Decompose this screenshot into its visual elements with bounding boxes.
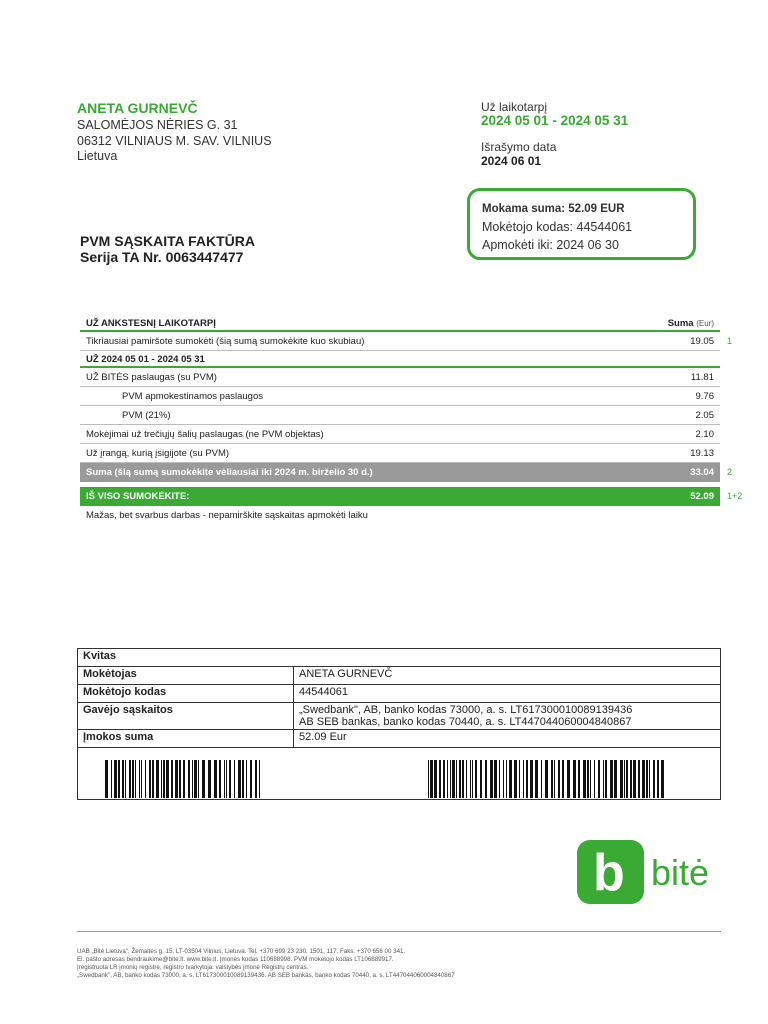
barcode-image-1 — [105, 760, 265, 798]
detail-row: UŽ BITĖS paslaugas (su PVM) 11.81 — [80, 368, 720, 387]
customer-address-line2: 06312 VILNIAUS M. SAV. VILNIUS — [77, 134, 272, 148]
payer-value: ANETA GURNEVČ — [294, 667, 721, 685]
period-value: 2024 05 01 - 2024 05 31 — [481, 113, 629, 128]
issue-date-value: 2024 06 01 — [481, 154, 542, 168]
footer-divider — [77, 931, 721, 932]
customer-address-line1: SALOMĖJOS NĖRIES G. 31 — [77, 118, 238, 132]
customer-country: Lietuva — [77, 149, 118, 163]
invoice-title: PVM SĄSKAITA FAKTŪRA — [80, 233, 255, 249]
payer-label: Mokėtojas — [78, 667, 294, 685]
total-row: IŠ VISO SUMOKĖKITE: 52.09 1+2 — [80, 487, 720, 506]
invoice-serial: Serija TA Nr. 0063447477 — [80, 249, 244, 265]
subtotal-row: Suma (šią sumą sumokėkite vėliausiai iki 2024 m. birželio 30 d.) 33.04 2 — [80, 463, 720, 482]
bite-logo-text: bitė — [651, 852, 710, 893]
detail-row: PVM (21%) 2.05 — [80, 406, 720, 425]
period-label: Už laikotarpį — [481, 100, 548, 114]
footer-line-2: El. pašto adresas bendraukime@bite.lt. www.bite.lt. Įmonės kodas 110688998. PVM mokėtojo kodas LT106889917. — [77, 956, 394, 963]
payer-code-label: Mokėtojo kodas — [78, 685, 294, 703]
payment-amount: Mokama suma: 52.09 EUR — [482, 203, 625, 215]
sum-header: Suma — [667, 318, 694, 329]
amount-label: Įmokos suma — [78, 730, 294, 748]
issue-date-label: Išrašymo data — [481, 140, 557, 154]
payment-reminder: Mažas, bet svarbus darbas - nepamirškite sąskaitas apmokėti laiku — [86, 510, 368, 521]
footer-line-1: UAB „Bitė Lietuva", Žemaitės g. 15, LT-03504 Vilnius, Lietuva. Tel. +370 699 23 230, 1501, 117. Faks. +370 656 00 341. — [77, 948, 406, 955]
payer-code: Mokėtojo kodas: 44544061 — [482, 220, 633, 234]
bite-logo-mark: b — [593, 844, 625, 902]
payer-code-value: 44544061 — [294, 685, 721, 703]
footer-line-3: Įregistruota LR įmonių registre, registro tvarkytoja: valstybės įmonė Registrų centras. — [77, 964, 309, 971]
detail-row: PVM apmokestinamos paslaugos 9.76 — [80, 387, 720, 406]
barcode-image-2 — [428, 760, 664, 798]
previous-unpaid-row: Tikriausiai pamiršote sumokėti (šią sumą sumokėkite kuo skubiau) 19.05 1 — [80, 332, 720, 351]
payment-summary-box — [467, 188, 696, 260]
customer-name: ANETA GURNEVČ — [77, 100, 198, 116]
detail-row: Mokėjimai už trečiųjų šalių paslaugas (ne PVM objektas) 2.10 — [80, 425, 720, 444]
previous-period-header: UŽ ANKSTESNĮ LAIKOTARPĮ Suma (Eur) — [80, 315, 720, 332]
account-value: „Swedbank", AB, banko kodas 73000, a. s. LT617300010089139436 AB SEB bankas, banko kodas 70440, a. s. LT447044060004840867 — [294, 703, 721, 730]
footer-line-4: „Swedbank", AB, banko kodas 73000, a. s. LT617300010089139436. AB SEB bankas, banko kodas 70440, a. s. LT447044060004840867 — [77, 972, 455, 979]
amount-value: 52.09 Eur — [294, 730, 721, 748]
due-date: Apmokėti iki: 2024 06 30 — [482, 238, 619, 252]
detail-row: Už įrangą, kurią įsigijote (su PVM) 19.13 — [80, 444, 720, 463]
invoice-details-table — [80, 315, 743, 525]
account-label: Gavėjo sąskaitos — [78, 703, 294, 730]
receipt-title: Kvitas — [78, 649, 721, 667]
current-period-header: UŽ 2024 05 01 - 2024 05 31 — [80, 351, 720, 368]
